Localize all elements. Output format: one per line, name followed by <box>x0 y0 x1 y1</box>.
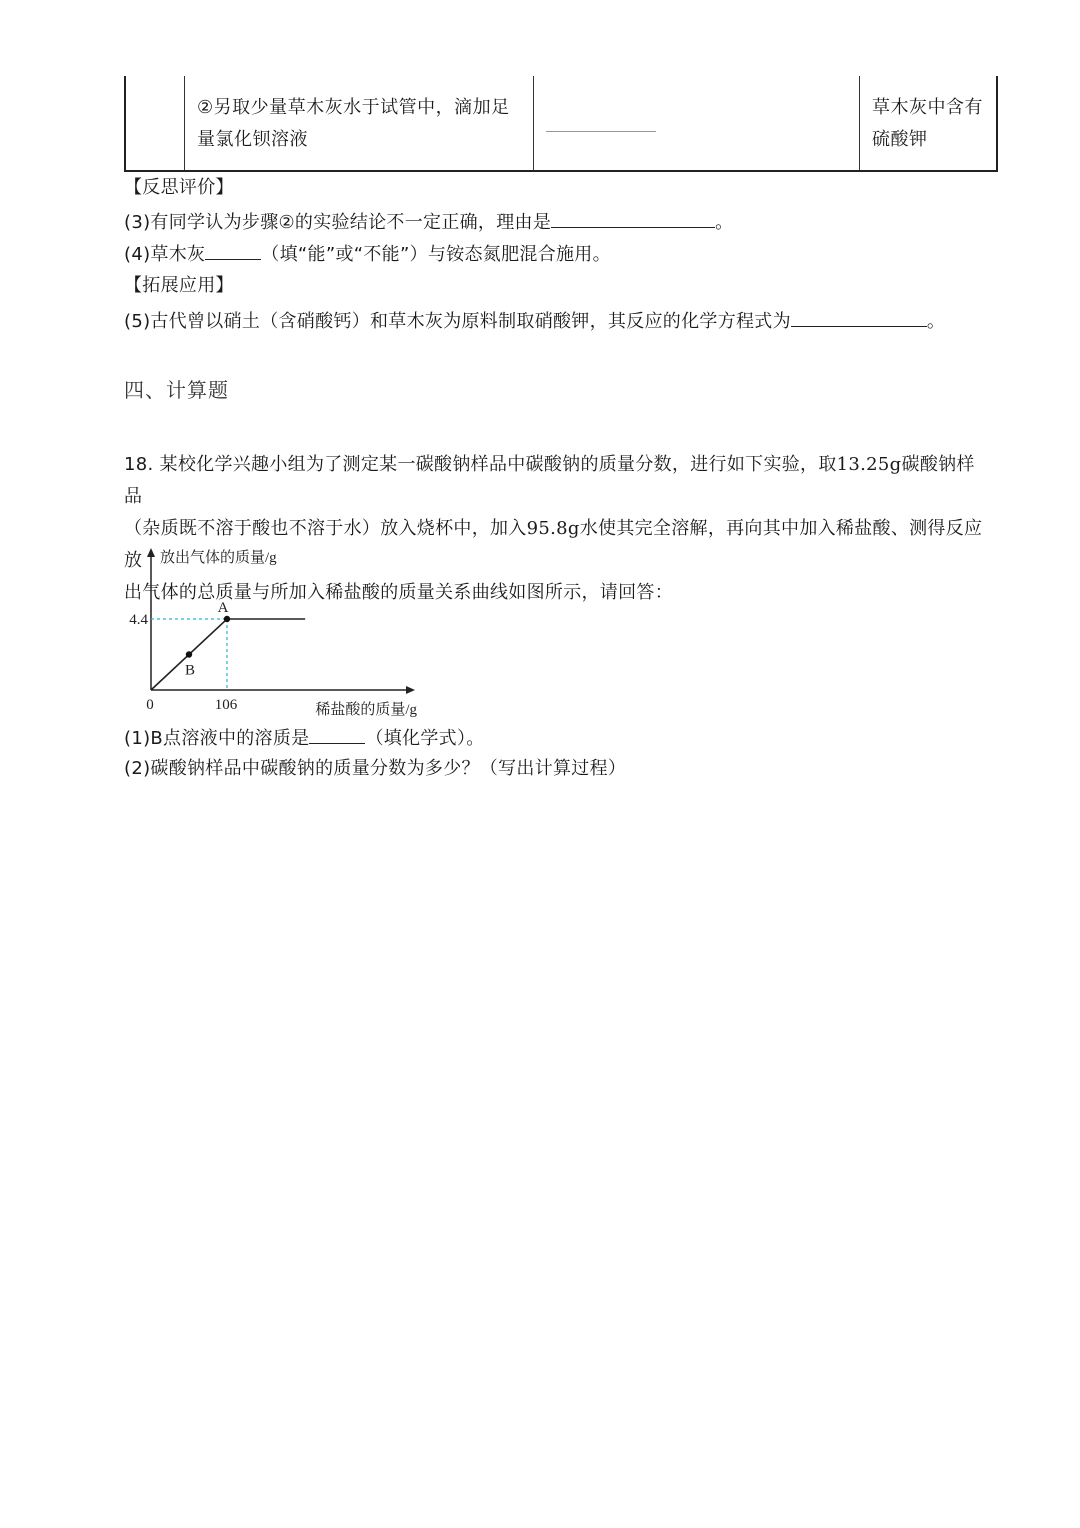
table-cell-conclusion <box>860 76 998 170</box>
data-point-B <box>186 651 192 657</box>
x-tick-label: 106 <box>214 697 238 713</box>
table-cell-empty <box>126 76 185 170</box>
section-title: 四、计算题 <box>124 378 229 402</box>
y-tick-label: 4.4 <box>129 612 148 628</box>
answer-blank[interactable] <box>546 131 656 132</box>
data-point-A <box>224 616 230 622</box>
point-label-B: B <box>184 662 196 679</box>
origin-label: 0 <box>146 697 154 713</box>
answer-blank-q5[interactable] <box>791 308 927 327</box>
question-18-2: (2)碳酸钠样品中碳酸钠的质量分数为多少？（写出计算过程） <box>124 758 627 779</box>
table-cell-step <box>185 76 534 170</box>
question-18-1: (1)B点溶液中的溶质是 （填化学式）。 <box>124 725 485 751</box>
extension-heading: 【拓展应用】 <box>124 275 234 296</box>
question-4: (4)草木灰 （填“能”或“不能”）与铵态氮肥混合施用。 <box>124 241 611 267</box>
y-axis-label: 放出气体的质量/g <box>160 550 277 566</box>
step-text: ②另取少量草木灰水于试管中，滴加足 量氯化钡溶液 <box>197 97 510 150</box>
series-line-0 <box>151 619 305 690</box>
conclusion-text: 草木灰中含有 硫酸钾 <box>872 97 983 150</box>
experiment-table-row <box>124 76 998 172</box>
question-3: (3)有同学认为步骤②的实验结论不一定正确，理由是 。 <box>124 209 733 235</box>
x-axis-arrow <box>406 686 415 694</box>
table-cell-phenomenon <box>534 76 860 170</box>
problem-18-text: 18. 某校化学兴趣小组为了测定某一碳酸钠样品中碳酸钠的质量分数，进行如下实验，取13.25g碳酸钠样品 （杂质既不溶于酸也不溶于水）放入烧杯中，加入95.8g水使其完全溶解，再向其中加入稀盐酸、测得反应放 出气体的总质量与所加入稀盐酸的质量关系曲线如图所示，请回答： <box>124 454 983 603</box>
answer-blank-q4[interactable] <box>205 241 261 260</box>
reflection-heading: 【反思评价】 <box>124 177 234 198</box>
y-axis-arrow <box>147 548 155 557</box>
question-5: (5)古代曾以硝土（含硝酸钙）和草木灰为原料制取硝酸钾，其反应的化学方程式为 。 <box>124 308 945 334</box>
answer-blank-q3[interactable] <box>551 209 715 228</box>
x-axis-label: 稀盐酸的质量/g <box>315 702 417 718</box>
point-label-A: A <box>217 600 229 616</box>
gas-mass-chart <box>118 540 428 722</box>
answer-blank-18-1[interactable] <box>309 725 365 744</box>
